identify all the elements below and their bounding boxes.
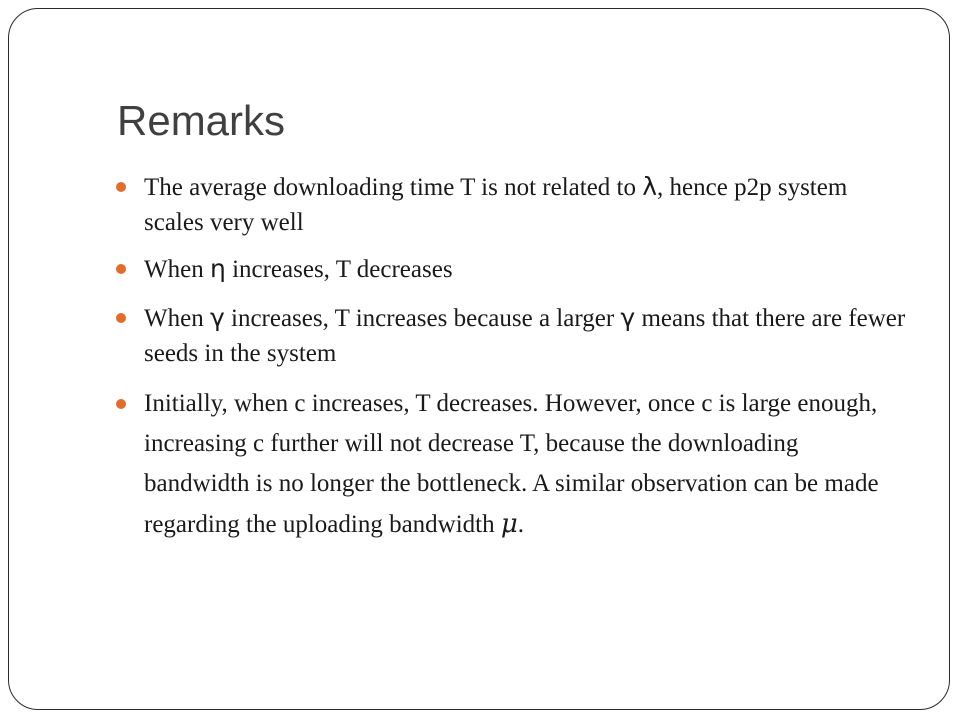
bullet-text: When bbox=[144, 305, 210, 332]
bullet-item-1 bbox=[116, 169, 906, 240]
mu-symbol: μ bbox=[500, 509, 518, 539]
bullet-text: increases, T decreases bbox=[225, 256, 453, 283]
bullet-text: , hence p2p system scales very well bbox=[144, 174, 848, 236]
bullet-item-4 bbox=[116, 384, 906, 545]
bullet-text: The average downloading time T is not related to bbox=[144, 174, 643, 201]
gamma-symbol: γ bbox=[620, 303, 636, 332]
bullet-dot-icon bbox=[116, 182, 126, 192]
bullet-text: . bbox=[517, 511, 525, 538]
bullet-text: Initially, when c increases, T decreases. However, once c is large enough, increasing c further will not decrease T, because the downloading bandwidth is no longer the bottleneck. A similar observation can be made regarding the uploading bandwidth bbox=[144, 390, 879, 538]
lambda-symbol: λ bbox=[642, 172, 658, 201]
bullet-text: When bbox=[144, 256, 210, 283]
bullet-dot-icon bbox=[116, 399, 126, 409]
bullet-text: means that there are fewer seeds in the system bbox=[144, 305, 906, 367]
bullet-item-2 bbox=[116, 251, 906, 287]
bullet-item-3 bbox=[116, 300, 906, 371]
gamma-symbol: γ bbox=[209, 303, 225, 332]
slide-frame bbox=[8, 8, 950, 710]
bullet-list bbox=[116, 169, 906, 545]
bullet-dot-icon bbox=[116, 313, 126, 323]
bullet-text: increases, T increases because a larger bbox=[224, 305, 621, 332]
bullet-dot-icon bbox=[116, 264, 126, 274]
slide-title: Remarks bbox=[117, 97, 286, 144]
eta-symbol: η bbox=[209, 254, 226, 283]
